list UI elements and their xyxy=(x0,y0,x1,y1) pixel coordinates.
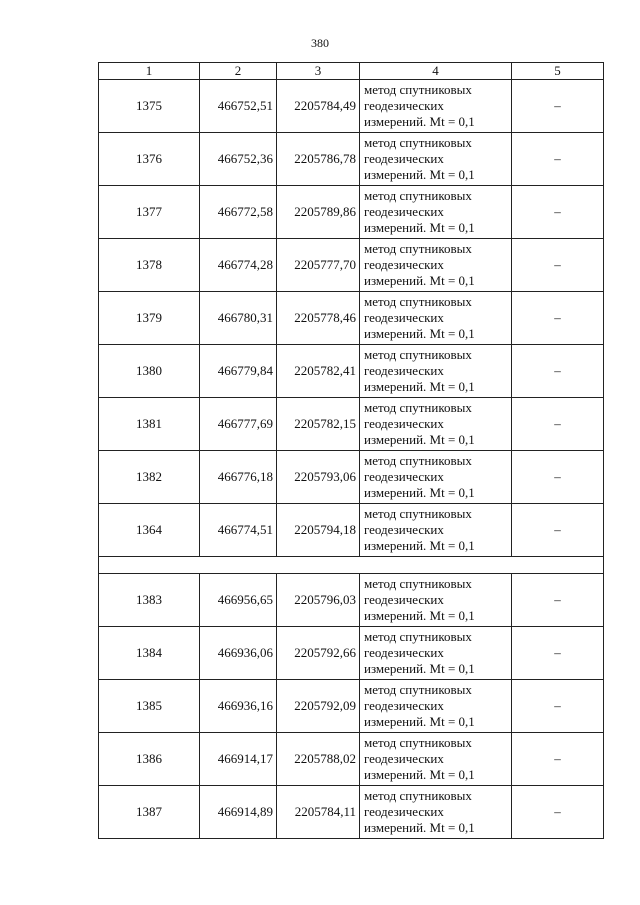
method-line: метод спутниковых xyxy=(364,506,472,521)
method-line: измерений. Mt = 0,1 xyxy=(364,714,475,729)
method-line: метод спутниковых xyxy=(364,735,472,750)
table-row xyxy=(99,133,604,186)
method-cell xyxy=(360,292,512,345)
table-row xyxy=(99,398,604,451)
table-row xyxy=(99,627,604,680)
method-line: измерений. Mt = 0,1 xyxy=(364,538,475,553)
table-row xyxy=(99,574,604,627)
method-line: измерений. Mt = 0,1 xyxy=(364,432,475,447)
note-dash: – xyxy=(512,680,604,733)
coord-x: 466752,51 xyxy=(200,80,277,133)
method-cell xyxy=(360,80,512,133)
coord-y: 2205792,66 xyxy=(277,627,360,680)
method-cell xyxy=(360,680,512,733)
table-row xyxy=(99,451,604,504)
coord-y: 2205788,02 xyxy=(277,733,360,786)
note-dash: – xyxy=(512,733,604,786)
note-dash: – xyxy=(512,786,604,839)
note-dash: – xyxy=(512,451,604,504)
method-line: геодезических xyxy=(364,257,444,272)
method-line: геодезических xyxy=(364,751,444,766)
method-line: измерений. Mt = 0,1 xyxy=(364,114,475,129)
table-row xyxy=(99,345,604,398)
method-cell xyxy=(360,627,512,680)
coord-y: 2205777,70 xyxy=(277,239,360,292)
method-line: геодезических xyxy=(364,698,444,713)
header-col-5: 5 xyxy=(512,63,604,80)
coord-x: 466774,51 xyxy=(200,504,277,557)
table-row xyxy=(99,680,604,733)
method-line: измерений. Mt = 0,1 xyxy=(364,485,475,500)
method-line: геодезических xyxy=(364,645,444,660)
coord-x: 466780,31 xyxy=(200,292,277,345)
coord-x: 466777,69 xyxy=(200,398,277,451)
method-line: измерений. Mt = 0,1 xyxy=(364,273,475,288)
coord-y: 2205782,41 xyxy=(277,345,360,398)
header-col-4: 4 xyxy=(360,63,512,80)
coord-x: 466779,84 xyxy=(200,345,277,398)
note-dash: – xyxy=(512,398,604,451)
table-row xyxy=(99,786,604,839)
page-number: 380 xyxy=(311,36,329,50)
method-line: метод спутниковых xyxy=(364,294,472,309)
method-cell xyxy=(360,574,512,627)
coord-x: 466752,36 xyxy=(200,133,277,186)
header-row xyxy=(99,63,604,80)
coord-x: 466772,58 xyxy=(200,186,277,239)
coord-y: 2205786,78 xyxy=(277,133,360,186)
method-line: метод спутниковых xyxy=(364,576,472,591)
table-row xyxy=(99,733,604,786)
point-id: 1382 xyxy=(99,451,200,504)
coord-y: 2205794,18 xyxy=(277,504,360,557)
point-id: 1364 xyxy=(99,504,200,557)
method-line: измерений. Mt = 0,1 xyxy=(364,608,475,623)
point-id: 1378 xyxy=(99,239,200,292)
method-cell xyxy=(360,398,512,451)
method-line: метод спутниковых xyxy=(364,347,472,362)
point-id: 1377 xyxy=(99,186,200,239)
point-id: 1385 xyxy=(99,680,200,733)
method-line: метод спутниковых xyxy=(364,629,472,644)
method-line: метод спутниковых xyxy=(364,188,472,203)
method-line: геодезических xyxy=(364,204,444,219)
point-id: 1383 xyxy=(99,574,200,627)
note-dash: – xyxy=(512,345,604,398)
point-id: 1381 xyxy=(99,398,200,451)
table-row xyxy=(99,186,604,239)
table-row xyxy=(99,292,604,345)
coord-x: 466914,89 xyxy=(200,786,277,839)
method-cell xyxy=(360,239,512,292)
table-body xyxy=(99,80,604,839)
method-line: геодезических xyxy=(364,522,444,537)
method-cell xyxy=(360,786,512,839)
separator-cell xyxy=(99,557,604,574)
coord-y: 2205784,11 xyxy=(277,786,360,839)
coord-y: 2205792,09 xyxy=(277,680,360,733)
method-cell xyxy=(360,186,512,239)
coord-y: 2205784,49 xyxy=(277,80,360,133)
note-dash: – xyxy=(512,133,604,186)
method-line: измерений. Mt = 0,1 xyxy=(364,820,475,835)
method-line: метод спутниковых xyxy=(364,82,472,97)
table-row xyxy=(99,80,604,133)
method-line: геодезических xyxy=(364,416,444,431)
coord-x: 466776,18 xyxy=(200,451,277,504)
point-id: 1376 xyxy=(99,133,200,186)
point-id: 1387 xyxy=(99,786,200,839)
coord-x: 466956,65 xyxy=(200,574,277,627)
note-dash: – xyxy=(512,574,604,627)
method-line: измерений. Mt = 0,1 xyxy=(364,220,475,235)
method-cell xyxy=(360,733,512,786)
group-separator xyxy=(99,557,604,574)
point-id: 1375 xyxy=(99,80,200,133)
method-line: метод спутниковых xyxy=(364,788,472,803)
coord-x: 466774,28 xyxy=(200,239,277,292)
coord-y: 2205778,46 xyxy=(277,292,360,345)
method-line: метод спутниковых xyxy=(364,135,472,150)
method-line: геодезических xyxy=(364,98,444,113)
method-line: измерений. Mt = 0,1 xyxy=(364,767,475,782)
method-cell xyxy=(360,133,512,186)
method-cell xyxy=(360,504,512,557)
method-line: геодезических xyxy=(364,469,444,484)
point-id: 1386 xyxy=(99,733,200,786)
coord-x: 466936,16 xyxy=(200,680,277,733)
method-line: измерений. Mt = 0,1 xyxy=(364,326,475,341)
method-cell xyxy=(360,345,512,398)
coord-y: 2205782,15 xyxy=(277,398,360,451)
method-line: измерений. Mt = 0,1 xyxy=(364,661,475,676)
coord-y: 2205793,06 xyxy=(277,451,360,504)
method-line: метод спутниковых xyxy=(364,400,472,415)
coordinates-table xyxy=(98,62,604,839)
note-dash: – xyxy=(512,292,604,345)
note-dash: – xyxy=(512,239,604,292)
method-line: метод спутниковых xyxy=(364,241,472,256)
method-line: геодезических xyxy=(364,310,444,325)
note-dash: – xyxy=(512,80,604,133)
method-line: геодезических xyxy=(364,592,444,607)
header-col-3: 3 xyxy=(277,63,360,80)
method-cell xyxy=(360,451,512,504)
point-id: 1379 xyxy=(99,292,200,345)
note-dash: – xyxy=(512,504,604,557)
method-line: геодезических xyxy=(364,151,444,166)
method-line: геодезических xyxy=(364,363,444,378)
method-line: измерений. Mt = 0,1 xyxy=(364,379,475,394)
header-col-1: 1 xyxy=(99,63,200,80)
method-line: метод спутниковых xyxy=(364,682,472,697)
method-line: метод спутниковых xyxy=(364,453,472,468)
note-dash: – xyxy=(512,186,604,239)
coord-y: 2205789,86 xyxy=(277,186,360,239)
table-row xyxy=(99,504,604,557)
point-id: 1384 xyxy=(99,627,200,680)
coord-y: 2205796,03 xyxy=(277,574,360,627)
method-line: геодезических xyxy=(364,804,444,819)
method-line: измерений. Mt = 0,1 xyxy=(364,167,475,182)
coord-x: 466914,17 xyxy=(200,733,277,786)
header-col-2: 2 xyxy=(200,63,277,80)
note-dash: – xyxy=(512,627,604,680)
point-id: 1380 xyxy=(99,345,200,398)
table-row xyxy=(99,239,604,292)
coord-x: 466936,06 xyxy=(200,627,277,680)
